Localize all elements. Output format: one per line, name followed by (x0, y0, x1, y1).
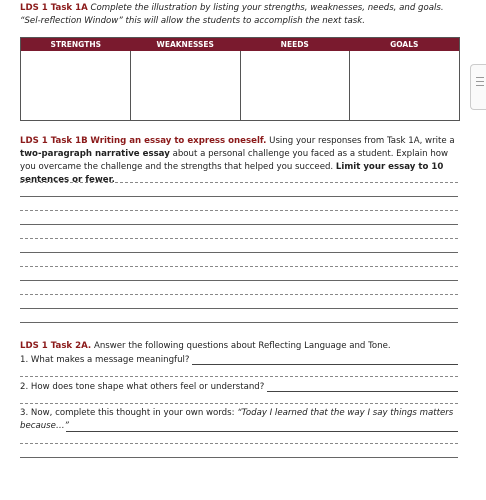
answer-line-q3-extra[interactable] (20, 443, 458, 444)
task-1a-label: LDS 1 Task 1A (20, 3, 88, 13)
essay-line[interactable] (20, 308, 458, 309)
question-3-text: 3. Now, complete this thought in your own words: (20, 408, 235, 418)
task-1b-paragraph (20, 135, 460, 187)
task-1b-bold-2: Limit your essay to 10 sentences or fewer. (20, 162, 444, 185)
table-body-row (21, 51, 459, 120)
header-strengths: STRENGTHS (50, 40, 101, 49)
answer-line-q3[interactable] (66, 431, 458, 432)
task-1b-text-1: Using your responses from Task 1A, write a (269, 136, 455, 146)
task-1b-text-2: about a personal challenge you faced as a student. Explain how you overcame the challenge and the strengths that helped you succeed. (20, 149, 449, 172)
cell-weaknesses[interactable] (131, 51, 241, 120)
essay-line[interactable] (20, 196, 458, 197)
question-3 (20, 407, 460, 433)
answer-line-q1[interactable] (175, 364, 458, 365)
essay-line[interactable] (20, 280, 458, 281)
question-1: 1. What makes a message meaningful? (20, 354, 192, 366)
task-1b-label: LDS 1 Task 1B (20, 136, 88, 146)
question-3-quote: “Today I learned that the way I say things matters because…” (20, 408, 454, 431)
self-reflection-table (20, 37, 460, 121)
header-goals: GOALS (390, 40, 419, 49)
task-1a-instructions: Complete the illustration by listing your strengths, weaknesses, needs, and goals. “Sel-reflection Window” this will allow the students to accomplish the next task. (20, 3, 444, 26)
header-weaknesses: WEAKNESSES (156, 40, 214, 49)
side-panel-tab[interactable] (470, 64, 486, 110)
task-1a-paragraph (20, 2, 460, 28)
cell-needs[interactable] (241, 51, 351, 120)
task-1b-bold-1: two-paragraph narrative essay (20, 149, 170, 159)
essay-line[interactable] (20, 252, 458, 253)
essay-line[interactable] (20, 210, 458, 211)
header-needs: NEEDS (280, 40, 309, 49)
question-2: 2. How does tone shape what others feel or understand? (20, 381, 267, 393)
essay-line[interactable] (20, 294, 458, 295)
essay-line[interactable] (20, 238, 458, 239)
table-header-row (21, 38, 459, 51)
cell-goals[interactable] (350, 51, 459, 120)
essay-line[interactable] (20, 182, 458, 183)
task-1b-title: Writing an essay to express oneself. (90, 136, 267, 146)
answer-line-q2-extra[interactable] (20, 403, 458, 404)
cell-strengths[interactable] (21, 51, 131, 120)
task-2a-instructions: Answer the following questions about Reflecting Language and Tone. (93, 341, 391, 351)
essay-line[interactable] (20, 266, 458, 267)
answer-line-q2[interactable] (256, 391, 458, 392)
task-2a-paragraph (20, 340, 460, 353)
task-2a-label: LDS 1 Task 2A. (20, 341, 92, 351)
answer-line-q1-extra[interactable] (20, 376, 458, 377)
essay-line[interactable] (20, 224, 458, 225)
essay-line[interactable] (20, 322, 458, 323)
menu-icon (476, 77, 484, 78)
answer-line-q3-extra[interactable] (20, 457, 458, 458)
